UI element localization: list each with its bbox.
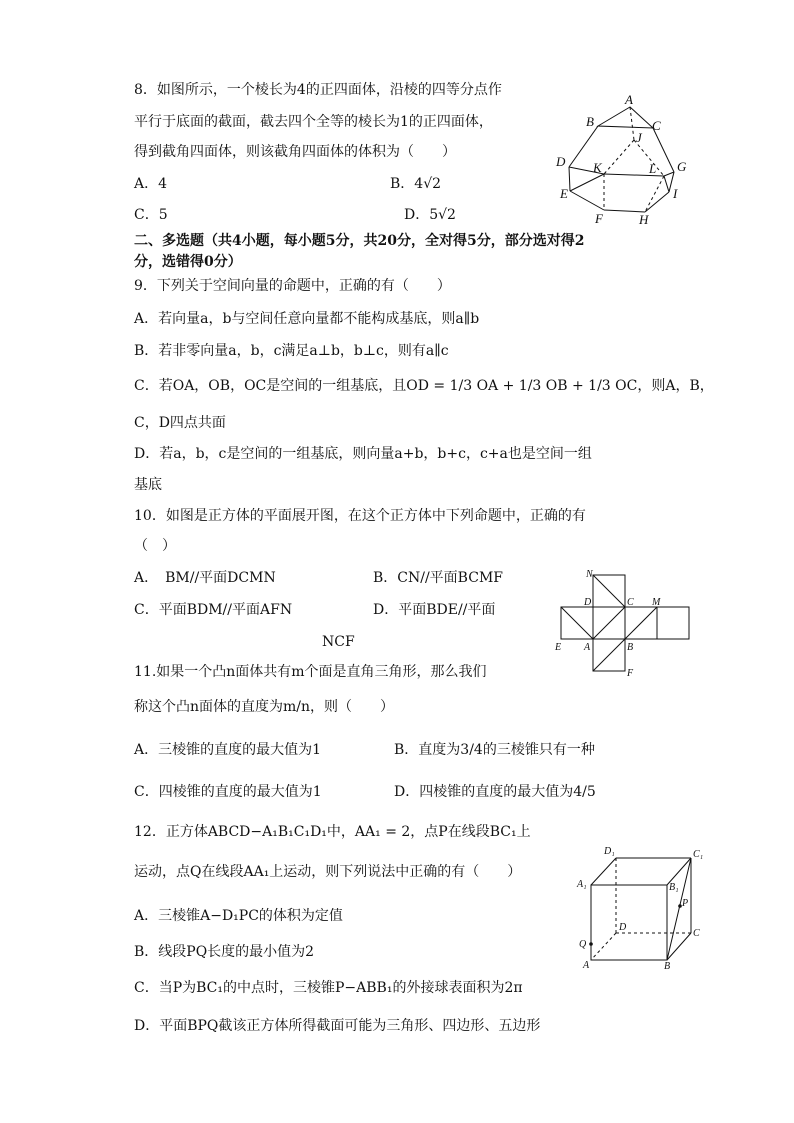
q10-option-d-2: NCF [322,634,355,650]
label-G: G [677,159,687,174]
label-E: E [560,186,568,201]
label-K: K [593,160,602,175]
q8-option-c: C．5 [134,207,168,223]
label-F: F [595,211,603,226]
label-H: H [639,212,649,227]
q9-option-d-2: 基底 [134,477,162,493]
label-C: C [652,118,661,133]
q12-option-b: B．线段PQ长度的最小值为2 [134,944,315,960]
q10-stem: 10．如图是正方体的平面展开图，在这个正方体中下列命题中，正确的有 [134,508,586,524]
label-J: J [636,130,642,145]
label-E: E [555,642,562,653]
label-A1: A₁ [577,879,587,890]
truncated-tetrahedron-figure [550,92,690,232]
q8-option-b: B．4√2 [390,176,442,192]
label-D: D [619,922,627,933]
cube-net-figure [552,568,692,680]
q12-line-2: 运动，点Q在线段AA₁上运动，则下列说法中正确的有（ ） [134,864,522,880]
label-B: B [586,114,594,129]
q11-line-2: 称这个凸n面体的直度为m/n，则（ ） [134,699,395,715]
section-heading: 二、多选题（共4小题，每小题5分，共20分，全对得5分，部分选对得2 [134,233,585,249]
q12-line-1: 12．正方体ABCD−A₁B₁C₁D₁中，AA₁ = 2，点P在线段BC₁上 [134,824,531,840]
label-A: A [584,642,591,653]
q10-stem-cont: （ ） [134,538,176,554]
label-D: D [584,597,592,608]
q12-option-a: A．三棱锥A−D₁PC的体积为定值 [134,908,343,924]
label-I: I [673,186,678,201]
q12-option-d: D．平面BPQ截该正方体所得截面可能为三角形、四边形、五边形 [134,1018,541,1034]
q8-line-3: 得到截角四面体，则该截角四面体的体积为（ ） [134,144,456,160]
q9-option-b: B．若非零向量a，b，c满足a⊥b，b⊥c，则有a∥c [134,343,449,359]
q11-option-a: A．三棱锥的直度的最大值为1 [134,742,322,758]
label-F: F [627,668,634,679]
label-C1: C₁ [693,849,704,860]
q11-line-1: 11.如果一个凸n面体共有m个面是直角三角形，那么我们 [134,664,487,680]
label-A: A [625,92,633,107]
q11-option-c: C．四棱锥的直度的最大值为1 [134,784,322,800]
q11-option-d: D．四棱锥的直度的最大值为4/5 [394,784,596,800]
q9-option-a: A．若向量a，b与空间任意向量都不能构成基底，则a∥b [134,311,480,327]
q9-option-d-1: D．若a，b，c是空间的一组基底，则向量a+b，b+c，c+a也是空间一组 [134,446,592,462]
label-C: C [693,928,700,939]
cube-figure [572,840,702,970]
section-heading-cont: 分，选错得0分） [134,254,242,270]
label-L: L [649,161,657,176]
q10-option-c: C．平面BDM//平面AFN [134,602,293,618]
q9-option-c-1: C．若OA，OB，OC是空间的一组基底，且OD = 1/3 OA + 1/3 OB + 1/3 OC，则A，B， [134,378,714,394]
label-A: A [583,960,590,971]
q10-option-a: A． BM//平面DCMN [134,570,276,586]
label-D1: D₁ [604,846,615,857]
label-B1: B₁ [669,882,679,893]
label-N: N [586,569,593,580]
q10-option-b: B．CN//平面BCMF [373,570,503,586]
q8-line-2: 平行于底面的截面，截去四个全等的棱长为1的正四面体， [134,114,493,130]
label-B: B [627,642,634,653]
label-Q: Q [579,939,587,950]
label-C: C [627,597,634,608]
q8-line-1: 8．如图所示，一个棱长为4的正四面体，沿棱的四等分点作 [134,82,502,98]
q8-option-d: D．5√2 [404,207,456,223]
q9-option-c-2: C，D四点共面 [134,415,226,431]
q11-option-b: B．直度为3/4的三棱锥只有一种 [394,742,595,758]
label-M: M [652,597,661,608]
label-D: D [556,154,566,169]
label-B: B [664,961,671,972]
label-P: P [682,898,689,909]
q9-stem: 9．下列关于空间向量的命题中，正确的有（ ） [134,278,451,294]
q12-option-c: C．当P为BC₁的中点时，三棱锥P−ABB₁的外接球表面积为2π [134,980,523,996]
q8-option-a: A．4 [134,176,168,192]
q10-option-d-1: D．平面BDE//平面 [373,602,496,618]
